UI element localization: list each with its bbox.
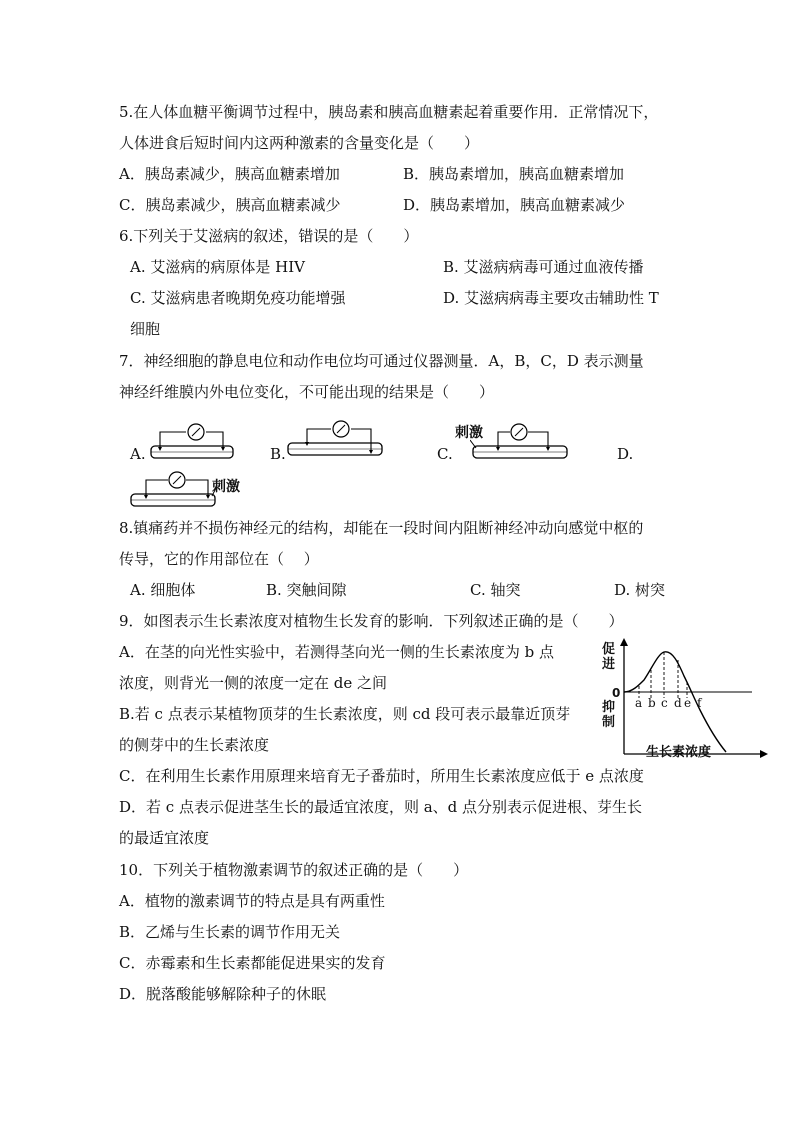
q10-option-b: B．乙烯与生长素的调节作用无关 [119, 923, 341, 941]
q6-option-c: C. 艾滋病患者晚期免疫功能增强 [130, 289, 346, 307]
q5-stem-line1: 5.在人体血糖平衡调节过程中，胰岛素和胰高血糖素起着重要作用．正常情况下， [119, 103, 659, 121]
q7-stem-line2: 神经纤维膜内外电位变化，不可能出现的结果是（ ） [119, 383, 495, 401]
q5-option-b: B．胰岛素增加，胰高血糖素增加 [403, 165, 625, 183]
graph-point-c: c [661, 696, 668, 710]
q9-option-c: C．在利用生长素作用原理来培育无子番茄时，所用生长素浓度应低于 e 点浓度 [119, 767, 644, 785]
q5-option-a: A．胰岛素减少，胰高血糖素增加 [119, 165, 340, 183]
graph-x-label: 生长素浓度 [646, 745, 712, 760]
q6-option-d: D. 艾滋病病毒主要攻击辅助性 T [443, 289, 659, 307]
graph-point-f: f [697, 696, 702, 710]
q7-stimulus-label-d: 刺激 [212, 479, 240, 495]
q9-option-a-line2: 浓度，则背光一侧的浓度一定在 de 之间 [119, 674, 388, 692]
q5-stem-line2: 人体进食后短时间内这两种激素的含量变化是（ ） [119, 134, 480, 152]
graph-point-e: e [684, 696, 692, 710]
q10-stem: 10．下列关于植物激素调节的叙述正确的是（ ） [119, 861, 469, 879]
q9-option-d-line2: 的最适宜浓度 [119, 829, 210, 847]
q7-stem-line1: 7．神经细胞的静息电位和动作电位均可通过仪器测量．A，B，C，D 表示测量 [119, 352, 644, 370]
graph-point-a: a [635, 696, 643, 710]
q9-stem: 9．如图表示生长素浓度对植物生长发育的影响．下列叙述正确的是（ ） [119, 612, 624, 630]
q6-option-d-continued: 细胞 [130, 320, 161, 338]
q9-option-a-line1: A．在茎的向光性实验中，若测得茎向光一侧的生长素浓度为 b 点 [119, 643, 554, 661]
q10-option-c: C．赤霉素和生长素都能促进果实的发育 [119, 954, 386, 972]
q7-stimulus-label-c: 刺激 [455, 425, 483, 441]
q7-label-d: D. [617, 445, 634, 463]
q8-stem-line2: 传导，它的作用部位在（ ） [119, 550, 319, 568]
q9-option-d-line1: D．若 c 点表示促进茎生长的最适宜浓度，则 a、d 点分别表示促进根、芽生长 [119, 798, 643, 816]
q10-option-d: D．脱落酸能够解除种子的休眠 [119, 985, 327, 1003]
q7-label-b: B. [270, 445, 286, 463]
auxin-graph [602, 636, 772, 764]
q7-label-c: C. [437, 445, 453, 463]
q8-option-c: C. 轴突 [470, 581, 521, 599]
q8-option-d: D. 树突 [614, 581, 666, 599]
nerve-fiber-diagram-a [148, 418, 238, 464]
q5-option-d: D．胰岛素增加，胰高血糖素减少 [403, 196, 626, 214]
q9-option-b-line2: 的侧芽中的生长素浓度 [119, 736, 270, 754]
q8-option-b: B. 突触间隙 [266, 581, 347, 599]
graph-point-b: b [648, 696, 656, 710]
q9-option-b-line1: B.若 c 点表示某植物顶芽的生长素浓度，则 cd 段可表示最靠近顶芽 [119, 705, 571, 723]
graph-y-label-zero: 0 [612, 686, 621, 700]
q5-option-c: C．胰岛素减少，胰高血糖素减少 [119, 196, 341, 214]
q10-option-a: A．植物的激素调节的特点是具有两重性 [119, 892, 385, 910]
nerve-fiber-diagram-b [285, 415, 387, 463]
graph-y-label-promote: 促进 [602, 642, 616, 672]
q6-stem: 6.下列关于艾滋病的叙述，错误的是（ ） [119, 227, 419, 245]
q6-option-b: B. 艾滋病病毒可通过血液传播 [443, 258, 644, 276]
nerve-fiber-diagram-c [470, 418, 572, 464]
q6-option-a: A. 艾滋病的病原体是 HIV [130, 258, 305, 276]
graph-point-d: d [674, 696, 682, 710]
graph-y-label-inhibit: 抑制 [602, 700, 616, 730]
q8-option-a: A. 细胞体 [130, 581, 196, 599]
nerve-fiber-diagram-d [128, 468, 218, 514]
q8-stem-line1: 8.镇痛药并不损伤神经元的结构，却能在一段时间内阻断神经冲动向感觉中枢的 [119, 519, 644, 537]
q7-label-a: A. [130, 445, 146, 463]
